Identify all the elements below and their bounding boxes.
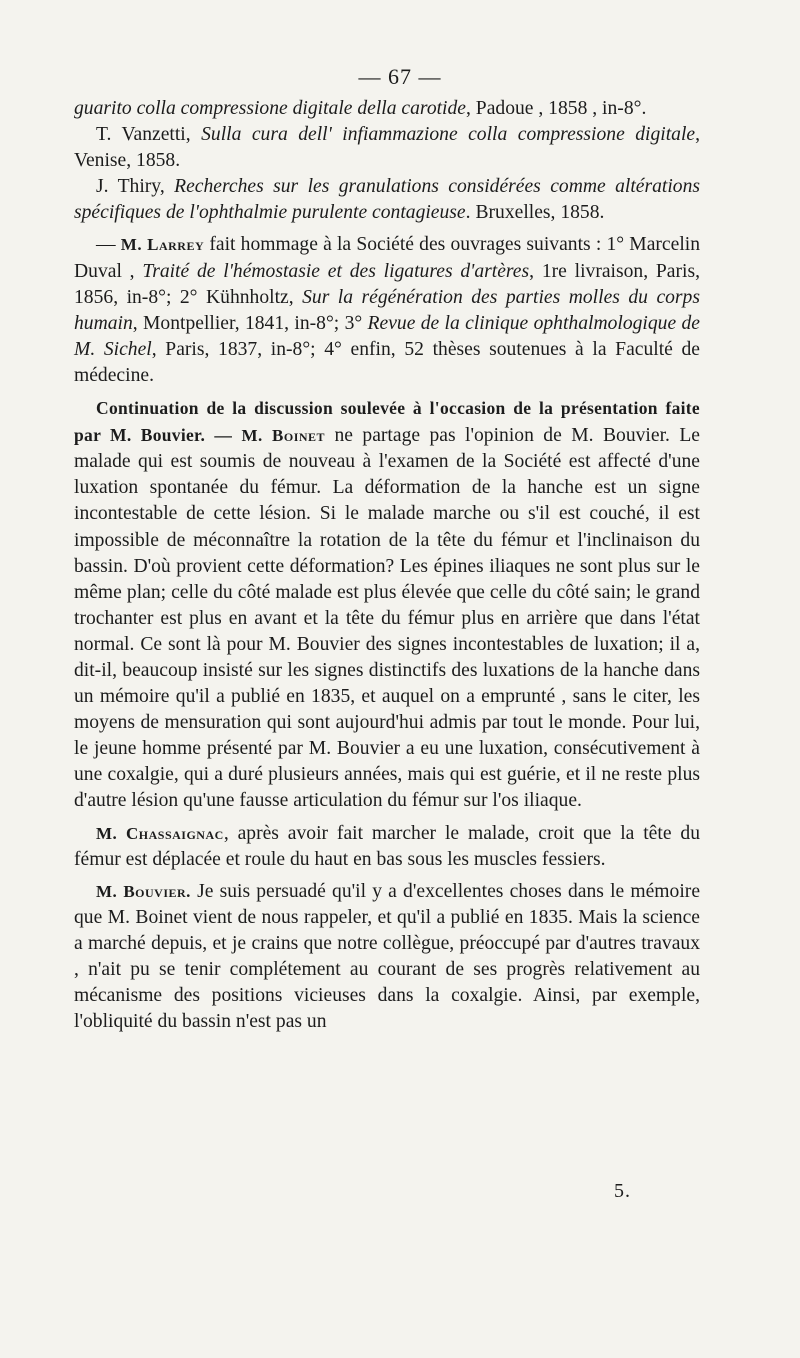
text-run: ne partage pas l'opinion de M. Bouvier. Le malade qui est soumis de nouveau à l'examen de la Société est affecté d'une luxation spontanée du fémur. La déformation de la hanche est un signe incontestable de cette lésion. Si le malade marche ou s'il est couché, il est impossible de méconnaître la rotation de la tête du fémur et l'inclinaison du bassin. D'où provient cette déformation? Les épines iliaques ne sont plus sur le même plan; celle du côté malade est plus élevée que celle du côté sain; le grand trochanter est plus en avant et la tête du fémur plus en arrière que dans l'état normal. Ce sont là pour M. Bouvier des signes incontestables de luxation; il a, dit-il, beaucoup insisté sur les signes distinctifs des luxations de la hanche dans un mémoire qu'il a publié en 1835, et auquel on a emprunté , sans le citer, les moyens de mensuration qui sont aujourd'hui admis par tout le monde. Pour lui, le jeune homme présenté par M. Bouvier a eu une luxation, consécutivement à une coxalgie, qui a duré plusieurs années, mais qui est guérie, et il ne reste plus d'autre lésion qu'une fausse articulation du fémur sur l'os iliaque.	[74, 425, 700, 812]
reference-vanzetti-continued	[74, 96, 700, 122]
speaker-name: M. Bouvier.	[96, 881, 191, 901]
speaker-name: M. Larrey	[120, 235, 205, 255]
text-run: , après avoir fait marcher le malade, croit que la tête du fémur est déplacée et roule du haut en bas sous les muscles fessiers.	[74, 822, 700, 870]
paragraph-bouvier	[74, 879, 700, 1036]
page-body	[74, 96, 700, 1035]
text-run: , 1re livraison, Paris, 1856, in-8°; 2° Kühnholtz,	[74, 260, 700, 308]
section-heading: Continuation de la discussion soulevée à l'occasion de la présentation faite par M. Bouvier. —	[74, 398, 700, 446]
speaker-name: M. Boinet	[232, 426, 326, 446]
reference-thiry	[74, 174, 700, 226]
signature-mark: 5.	[614, 1180, 631, 1202]
reference-title: Sulla cura dell' infiammazione colla compressione digitale	[201, 124, 696, 146]
text-run: , Montpellier, 1841, in-8°; 3°	[132, 312, 368, 334]
work-title: Revue de la clinique ophthalmologique de M. Sichel	[74, 312, 700, 360]
dash: —	[96, 234, 121, 256]
reference-details: . Bruxelles, 1858.	[465, 202, 605, 224]
text-run: fait hommage à la Société des ouvrages suivants : 1° Marcelin Duval ,	[74, 234, 701, 282]
reference-title: guarito colla compressione digitale della carotide	[74, 98, 466, 119]
paragraph-larrey	[74, 232, 700, 389]
reference-vanzetti	[74, 122, 700, 174]
reference-details: , Padoue , 1858 , in-8°.	[466, 98, 647, 119]
work-title: Traité de l'hémostasie et des ligatures d'artères	[142, 260, 530, 282]
page-number: — 67 —	[358, 64, 442, 89]
reference-author: T. Vanzetti,	[96, 124, 202, 146]
paragraph-discussion	[74, 395, 700, 815]
reference-author: J. Thiry,	[96, 176, 175, 198]
text-run: Je suis persuadé qu'il y a d'excellentes choses dans le mémoire que M. Boinet vient de nous rappeler, et qu'il a publié en 1835. Mais la science a marché depuis, et je crains que notre collègue, préoccupé par d'autres travaux , n'ait pu se tenir complétement au courant de ses progrès relativement au mécanisme des positions vicieuses dans la coxalgie. Ainsi, par exemple, l'obliquité du bassin n'est pas un	[74, 880, 701, 1033]
text-run: , Paris, 1837, in-8°; 4° enfin, 52 thèses soutenues à la Faculté de médecine.	[74, 338, 700, 386]
reference-title: Recherches sur les granulations considérées comme altérations spécifiques de l'ophthalmie purulente contagieuse	[74, 176, 701, 224]
reference-details: , Venise, 1858.	[74, 124, 700, 172]
paragraph-chassaignac	[74, 821, 700, 873]
work-title: Sur la régénération des parties molles du corps humain	[74, 286, 700, 334]
speaker-name: M. Chassaignac	[96, 823, 224, 843]
